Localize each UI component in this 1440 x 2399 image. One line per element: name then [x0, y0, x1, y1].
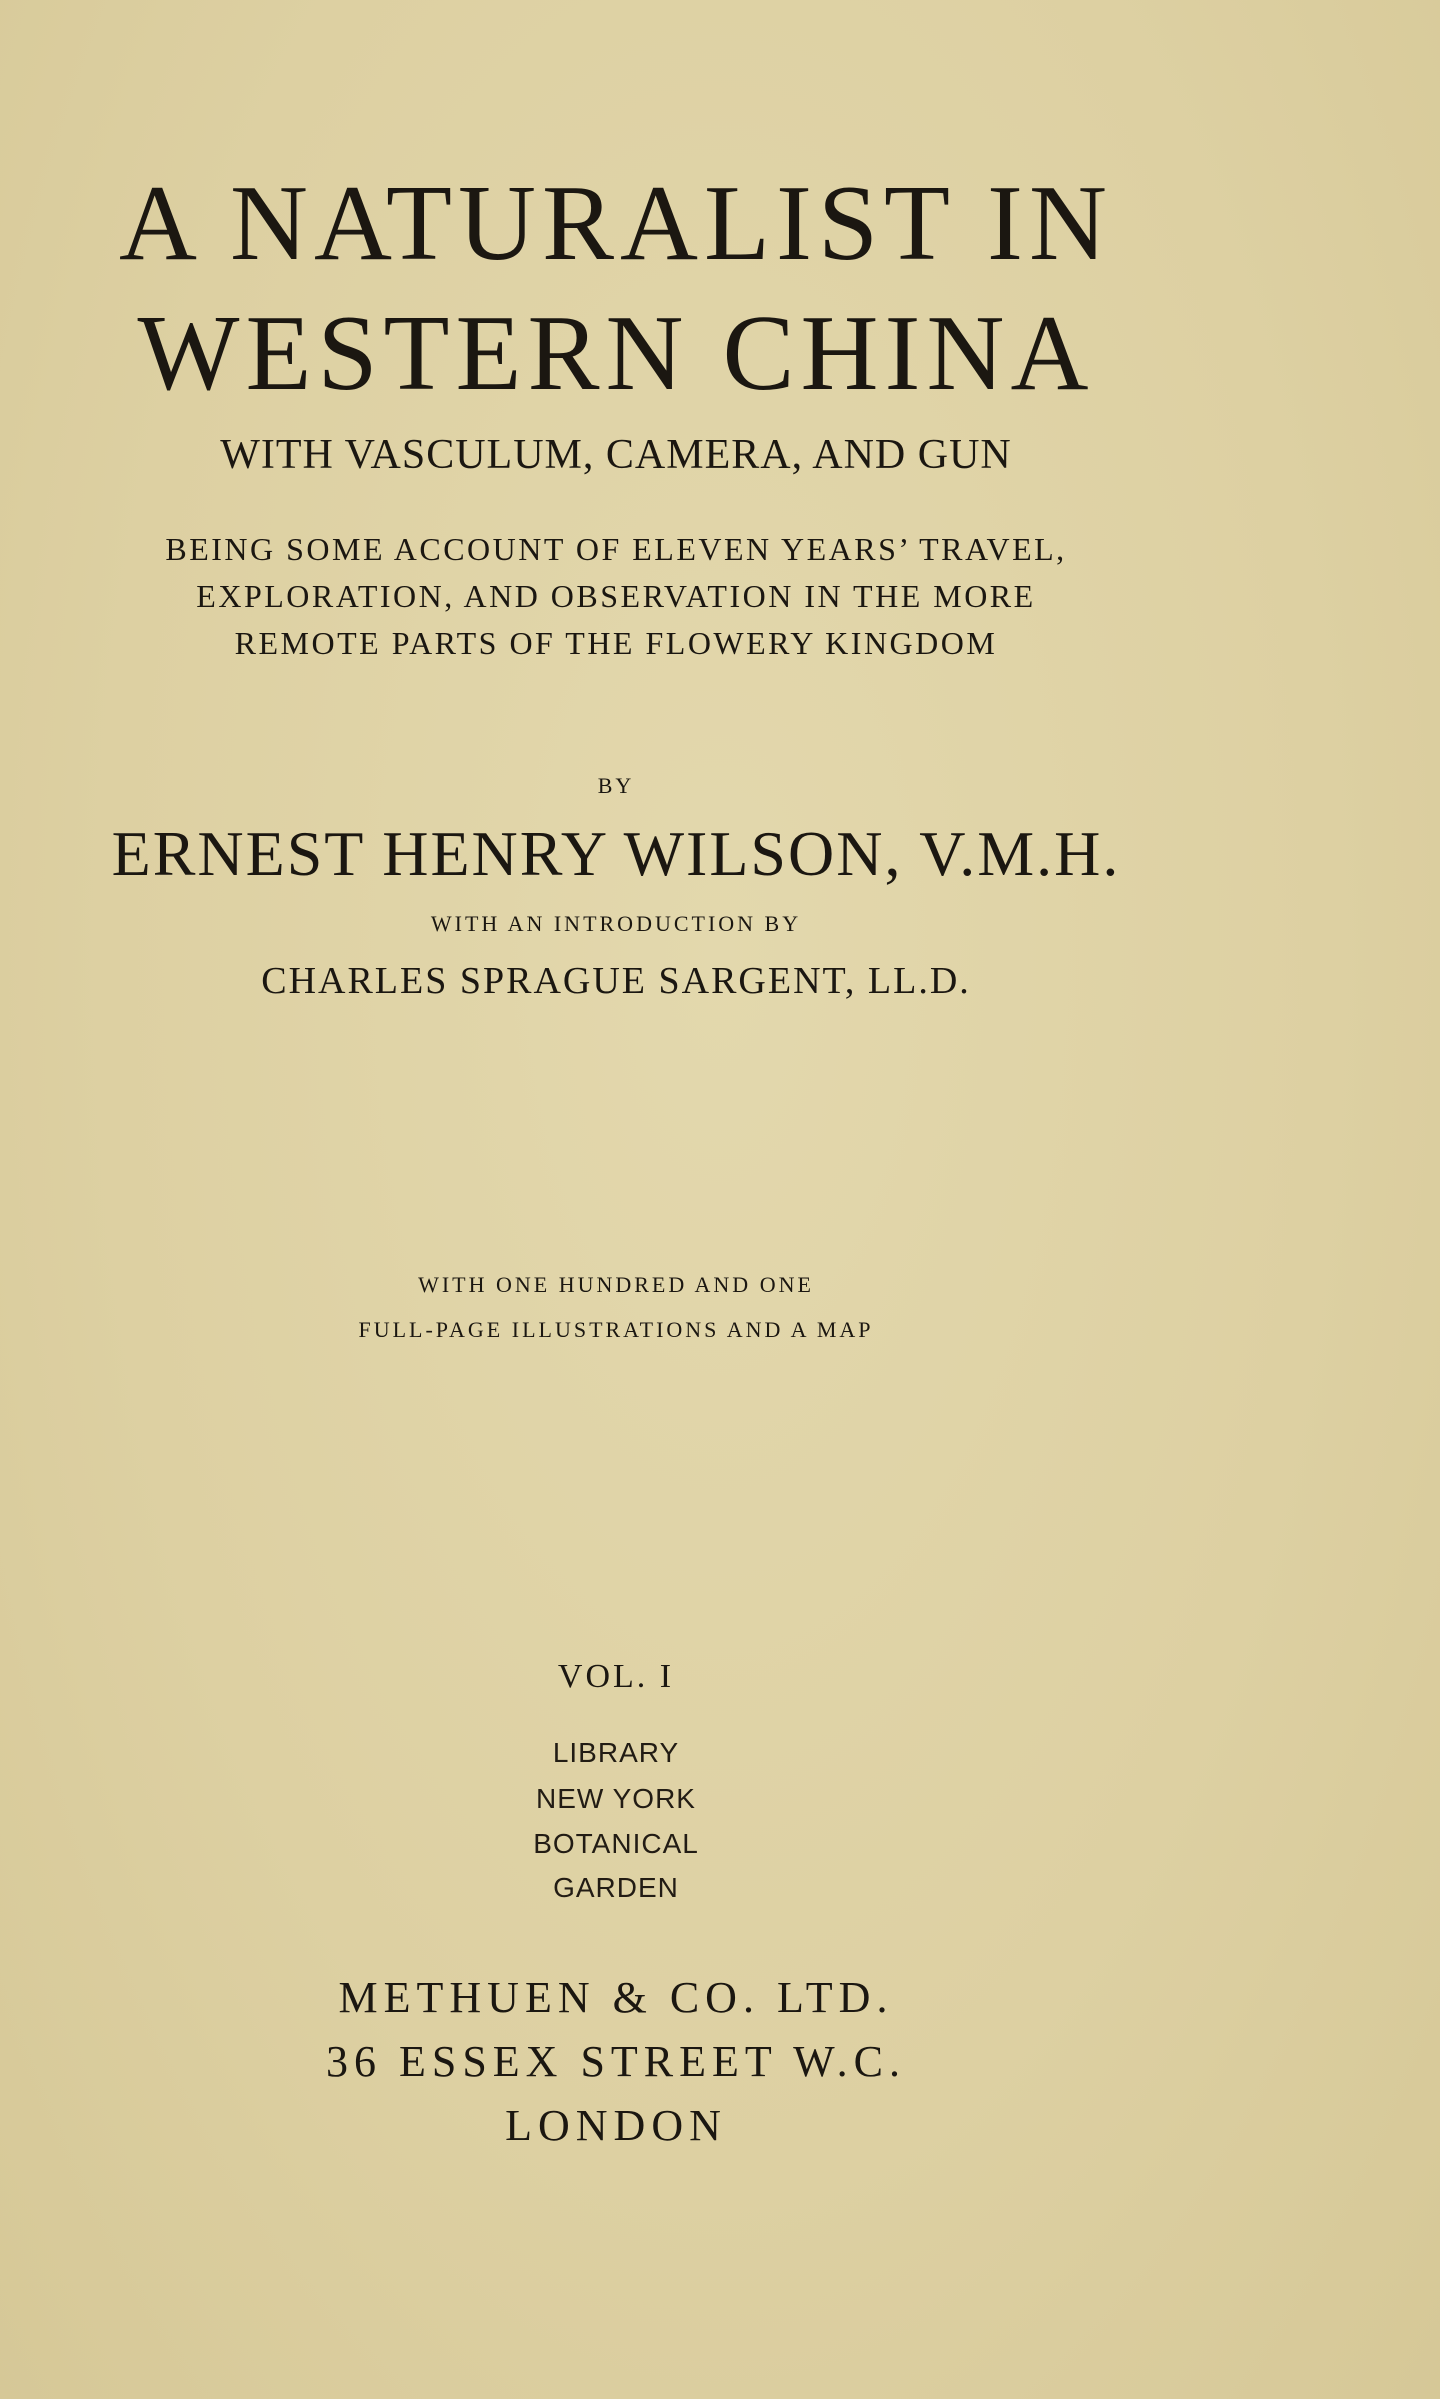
library-stamp-line-4: GARDEN: [553, 1872, 679, 1903]
by-label: BY: [597, 773, 635, 798]
publisher-address: 36 ESSEX STREET W.C.: [325, 2037, 907, 2086]
book-title-line-1: A NATURALIST IN: [118, 164, 1114, 283]
library-stamp-line-1: LIBRARY: [552, 1737, 680, 1768]
illustrations-line-1: WITH ONE HUNDRED AND ONE: [418, 1272, 814, 1297]
description-line-2: EXPLORATION, AND OBSERVATION IN THE MORE: [196, 578, 1036, 614]
library-stamp-line-2: NEW YORK: [536, 1783, 696, 1814]
volume-number: VOL. I: [557, 1658, 675, 1695]
author-name: ERNEST HENRY WILSON, V.M.H.: [111, 818, 1121, 889]
description-line-1: BEING SOME ACCOUNT OF ELEVEN YEARS’ TRAVEL,: [165, 531, 1067, 567]
book-subtitle: WITH VASCULUM, CAMERA, AND GUN: [220, 432, 1012, 478]
introduction-label: WITH AN INTRODUCTION BY: [430, 911, 802, 936]
publisher-name: METHUEN & CO. LTD.: [338, 1973, 894, 2022]
illustrations-line-2: FULL-PAGE ILLUSTRATIONS AND A MAP: [358, 1317, 874, 1342]
book-title-line-2: WESTERN CHINA: [137, 294, 1095, 413]
publisher-city: LONDON: [505, 2101, 727, 2150]
library-stamp-line-3: BOTANICAL: [533, 1828, 699, 1859]
description-line-3: REMOTE PARTS OF THE FLOWERY KINGDOM: [234, 625, 998, 661]
introducer-name: CHARLES SPRAGUE SARGENT, LL.D.: [261, 960, 971, 1002]
